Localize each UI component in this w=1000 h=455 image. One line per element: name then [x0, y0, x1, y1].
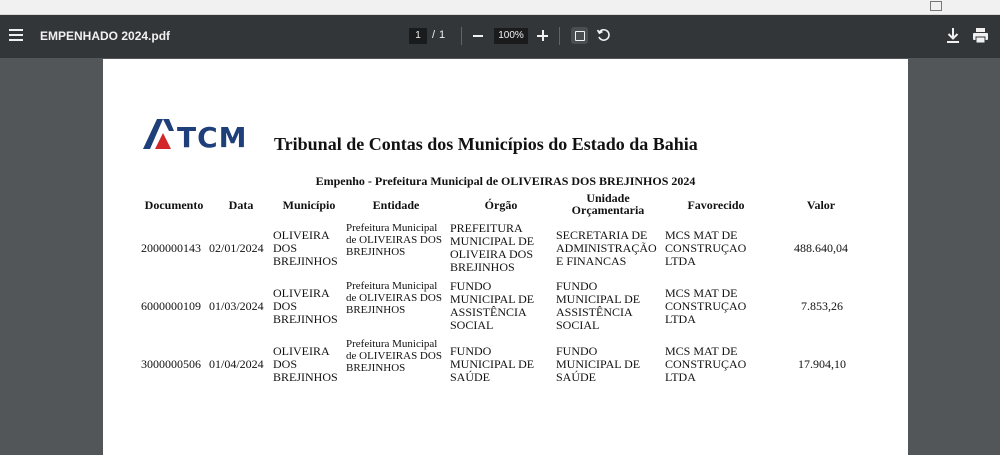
- file-name: EMPENHADO 2024.pdf: [40, 29, 171, 43]
- print-icon[interactable]: [972, 27, 989, 44]
- municipio-cell: OLIVEIRA DOS BREJINHOS: [273, 286, 338, 326]
- toolbar-divider: [559, 27, 560, 45]
- hamburger-menu-icon[interactable]: [9, 29, 23, 41]
- municipio-cell: OLIVEIRA DOS BREJINHOS: [273, 344, 338, 384]
- column-header: Valor: [806, 198, 836, 212]
- download-icon[interactable]: [945, 27, 961, 45]
- data-cell: 01/04/2024: [209, 357, 264, 371]
- documento-cell: 3000000506: [141, 357, 201, 371]
- os-top-strip: [0, 0, 1000, 15]
- page-number-input[interactable]: 1: [409, 28, 427, 44]
- document-title: Tribunal de Contas dos Municípios do Estado da Bahia: [274, 134, 698, 154]
- favorecido-cell: MCS MAT DE CONSTRUÇAO LTDA: [665, 286, 747, 326]
- column-header: Documento: [144, 198, 204, 212]
- documento-cell: 6000000109: [141, 299, 201, 313]
- unidade-cell: FUNDO MUNICIPAL DE SAÚDE: [556, 344, 641, 384]
- valor-cell: 17.904,10: [798, 357, 846, 371]
- unidade-cell: SECRETARIA DE ADMINISTRAÇÃO E FINANCAS: [556, 228, 657, 268]
- pdf-viewer-toolbar: [0, 15, 1000, 58]
- unidade-cell: FUNDO MUNICIPAL DE ASSISTÊNCIA SOCIAL: [556, 279, 641, 332]
- page-separator: /: [432, 29, 436, 41]
- rotate-icon[interactable]: [596, 27, 612, 43]
- zoom-out-minus-icon[interactable]: [473, 35, 483, 37]
- orgao-cell: FUNDO MUNICIPAL DE ASSISTÊNCIA SOCIAL: [450, 279, 535, 332]
- orgao-cell: PREFEITURA MUNICIPAL DE OLIVEIRA DOS BREJINHOS: [450, 221, 535, 274]
- window-icon: [930, 1, 942, 11]
- column-header: Data: [228, 198, 254, 212]
- orgao-cell: FUNDO MUNICIPAL DE SAÚDE: [450, 344, 535, 384]
- document-subtitle: Empenho - Prefeitura Municipal de OLIVEIRAS DOS BREJINHOS 2024: [315, 174, 696, 188]
- pdf-page: [103, 59, 908, 455]
- favorecido-cell: MCS MAT DE CONSTRUÇAO LTDA: [665, 228, 747, 268]
- municipio-cell: OLIVEIRA DOS BREJINHOS: [273, 228, 338, 268]
- data-cell: 02/01/2024: [209, 241, 264, 255]
- total-pages: 1: [439, 29, 446, 41]
- entidade-cell: Prefeitura Municipal de OLIVEIRAS DOS BREJINHOS: [346, 338, 442, 374]
- column-header: Órgão: [484, 198, 518, 212]
- valor-cell: 488.640,04: [794, 241, 848, 255]
- documento-cell: 2000000143: [141, 241, 201, 255]
- column-header: Favorecido: [687, 198, 745, 212]
- logo-text: TCM: [177, 121, 248, 154]
- column-header: Unidade Orçamentaria: [571, 191, 645, 217]
- zoom-level-input[interactable]: 100%: [494, 28, 528, 44]
- empenho-table: [103, 59, 908, 455]
- fit-to-page-icon[interactable]: [571, 27, 588, 44]
- data-cell: 01/03/2024: [209, 299, 264, 313]
- zoom-in-plus-icon[interactable]: [537, 30, 548, 41]
- entidade-cell: Prefeitura Municipal de OLIVEIRAS DOS BREJINHOS: [346, 280, 442, 316]
- column-header: Entidade: [372, 198, 420, 212]
- valor-cell: 7.853,26: [801, 299, 843, 313]
- toolbar-divider: [461, 27, 462, 45]
- column-header: Município: [282, 198, 336, 212]
- entidade-cell: Prefeitura Municipal de OLIVEIRAS DOS BREJINHOS: [346, 222, 442, 258]
- favorecido-cell: MCS MAT DE CONSTRUÇAO LTDA: [665, 344, 747, 384]
